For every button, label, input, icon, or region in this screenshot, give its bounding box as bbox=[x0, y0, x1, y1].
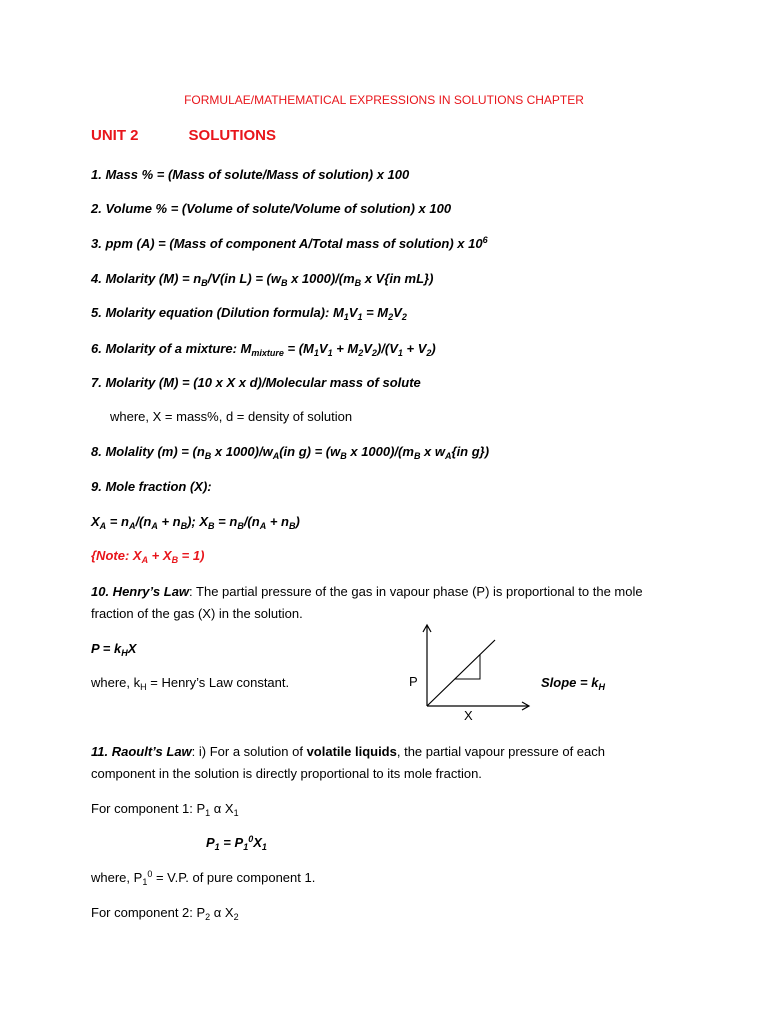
formula-ppm: 3. ppm (A) = (Mass of component A/Total mass of solution) x $10^6$ bbox=[91, 235, 488, 251]
formula-mole-fraction-heading: 9. Mole fraction (X): bbox=[91, 479, 212, 494]
mole-fraction-note: {Note: $X_A + X_B = 1$) bbox=[91, 548, 205, 565]
henry-law-line2: fraction of the gas (X) in the solution. bbox=[91, 606, 303, 621]
raoult-law-line2: component in the solution is directly proportional to its mole fraction. bbox=[91, 766, 482, 781]
pure-vp-where: where, $P_1^0 = V.P$. of pure component 1. bbox=[91, 869, 316, 887]
formula-dilution: 5. Molarity equation (Dilution formula): $M_1V_1 = M_2V_2$ bbox=[91, 305, 407, 322]
raoult-law-line1: 11. Raoult’s Law: i) For a solution of volatile liquids, the partial vapour pressure of each bbox=[91, 744, 605, 759]
henry-law-line1: 10. Henry’s Law: The partial pressure of the gas in vapour phase (P) is proportional to the mole bbox=[91, 584, 643, 599]
formula-mixture-molarity: 6. Molarity of a mixture: $M_{mixture} = (M_1V_1 + M_2V_2)/(V_1 + V_2)$ bbox=[91, 341, 436, 358]
formula-molarity-where: where, X = mass%, d = density of solution bbox=[110, 409, 353, 424]
formula-molality: 8. Molality $(m) = (n_B$ x $1000)/w_A(in$ $g) = (w_B$ x $1000)/(m_B$ x $w_A\{in$ g}) bbox=[91, 444, 490, 461]
formula-volume-percent: 2. Volume % = (Volume of solute/Volume of solution) x 100 bbox=[91, 201, 452, 216]
document-title: FORMULAE/MATHEMATICAL EXPRESSIONS IN SOLUTIONS CHAPTER bbox=[184, 93, 584, 107]
unit-name: SOLUTIONS bbox=[188, 127, 277, 144]
x-axis-label: X bbox=[464, 708, 473, 723]
henry-law-equation: $P = k_HX$ bbox=[91, 641, 137, 658]
henry-law-graph bbox=[405, 620, 535, 728]
formula-molarity-density: 7. Molarity (M) = (10 x X x d)/Molecular mass of solute bbox=[91, 375, 421, 390]
component1-equation: $P_1 = P_1^0X_1$ bbox=[206, 834, 267, 852]
raoult-law-title: 11. Raoult’s Law bbox=[91, 744, 192, 759]
slope-label: Slope = $k_H$ bbox=[541, 675, 605, 692]
formula-molarity: 4. Molarity $(M) = n_B/V(in$ $L) = (w_B$ x $1000)/(m_B$ x V{in mL}) bbox=[91, 271, 434, 288]
henry-law-where: where, $k_H$ = Henry’s Law constant. bbox=[91, 675, 290, 692]
formula-mass-percent: 1. Mass % = (Mass of solute/Mass of solution) x 100 bbox=[91, 167, 410, 182]
component1-relation: For component 1: $P_1$ α $X_1$ bbox=[91, 801, 239, 818]
henry-line bbox=[427, 640, 495, 706]
henry-law-title: 10. Henry’s Law bbox=[91, 584, 190, 599]
formula-mole-fraction: $X_A = n_A/(n_A + n_B)$; $X_B = n_B/(n_A + n_B)$ bbox=[91, 514, 300, 531]
unit-heading bbox=[91, 127, 276, 145]
component2-relation: For component 2: $P_2$ α $X_2$ bbox=[91, 905, 239, 922]
unit-label: UNIT 2 bbox=[91, 127, 139, 144]
y-axis-label: P bbox=[409, 674, 418, 689]
